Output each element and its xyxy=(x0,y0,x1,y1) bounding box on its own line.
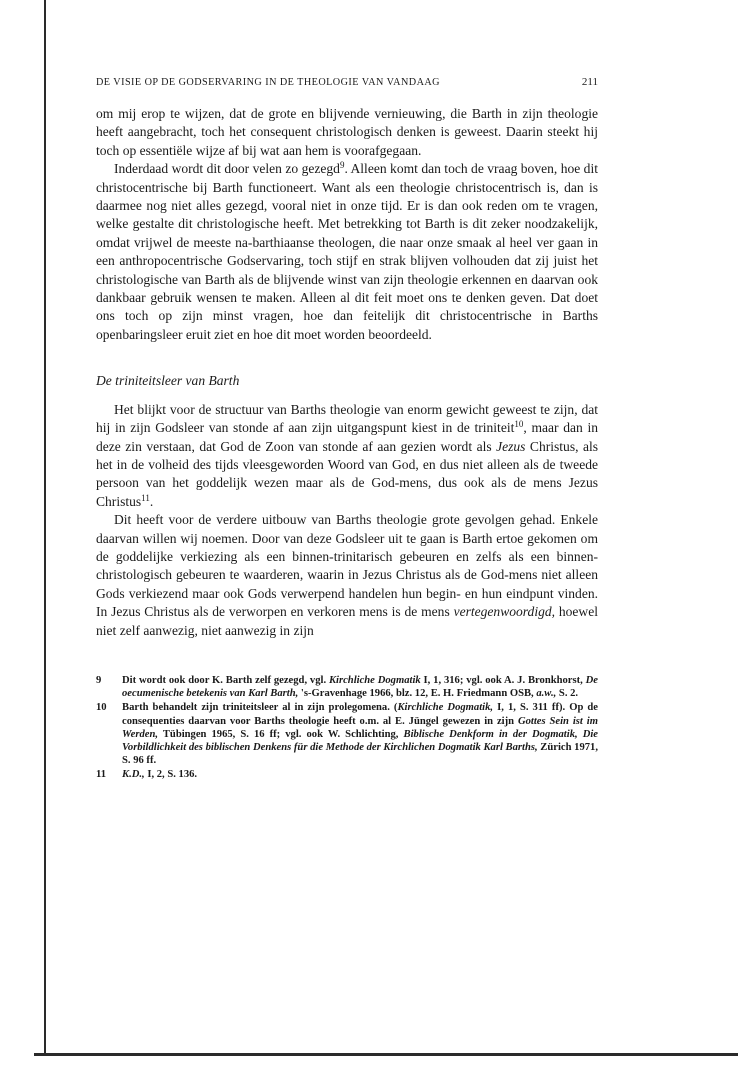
book-page xyxy=(96,76,598,782)
footnote-ref-10: 10 xyxy=(514,419,524,430)
paragraph-3-text-b: , maar dan in deze zin verstaan, dat God de Zoon van stonde af aan gezien wordt als xyxy=(96,420,599,454)
page-edge-left xyxy=(44,0,46,1055)
footnotes xyxy=(96,674,598,782)
footnote-number: 9 xyxy=(96,674,102,686)
footnote-number: 11 xyxy=(96,769,107,781)
paragraph-4 xyxy=(96,511,598,640)
page-header xyxy=(96,76,598,88)
paragraph-2-text-a: Inderdaad wordt dit door velen zo gezegd xyxy=(114,161,340,177)
paragraph-4-italic: vertegenwoordigd, xyxy=(453,604,556,620)
paragraph-4-text-a: Dit heeft voor de verdere uitbouw van Barths theologie grote gevolgen gehad. Enkele daarvan willen wij noemen. Door van deze Godsleer uit te gaan is Barth ertoe gekomen om de goddelijke verkiezing als een binnen-trinitarisch gebeuren en zelfs als een binnen-christologisch gebeuren te waarderen, waarin in Jezus Christus als de God-mens niet alleen Gods verkiezend maar ook Gods verwerpend handelen hun begin- en hun eindpunt vinden. In Jezus Christus als de verworpen en verkoren mens is de mens xyxy=(96,512,598,620)
footnote-number: 10 xyxy=(96,702,107,714)
footnote-9 xyxy=(96,674,598,700)
footnote-text: Barth behandelt zijn triniteitsleer al in zijn prolegomena. (Kirchliche Dogmatik, I, 1, S. 311 ff). Op de consequenties daarvan voor Barths theologie heeft o.m. al E. Jüngel gewezen in zijn Gottes Sein ist im Werden, Tübingen 1965, S. 16 ff; vgl. ook W. Schlichting, Biblische Denkform in der Dogmatik, Die Vorbildlichkeit des biblischen Denkens für die Methode der Kirchlichen Dogmatik Karl Barths, Zürich 1971, S. 96 ff. xyxy=(122,702,599,767)
paragraph-3-text-c: Christus, als het in de volheid des tijds vleesgeworden Woord van God, en dus niet alleen als de tweede persoon van het goddelijk wezen maar als de God-mens, dus ook als de mens Jezus Christus xyxy=(96,438,599,509)
paragraph-3-text-d: . xyxy=(149,493,154,509)
footnote-10 xyxy=(96,701,598,767)
running-title: DE VISIE OP DE GODSERVARING IN DE THEOLOGIE VAN VANDAAG xyxy=(96,77,440,88)
body-text xyxy=(96,105,598,640)
paragraph-3-italic: Jezus xyxy=(496,438,526,454)
footnote-ref-11: 11 xyxy=(141,492,150,503)
footnote-11 xyxy=(96,768,598,781)
paragraph-4-text-b: hoewel niet zelf aanwezig, niet aanwezig in zijn xyxy=(96,604,598,638)
footnote-text: K.D., I, 2, S. 136. xyxy=(122,769,198,781)
footnote-ref-9: 9 xyxy=(339,160,345,171)
section-heading: De triniteitsleer van Barth xyxy=(96,373,240,389)
paragraph-3 xyxy=(96,401,598,511)
page-number: 211 xyxy=(581,76,598,88)
footnote-text: Dit wordt ook door K. Barth zelf gezegd, vgl. Kirchliche Dogmatik I, 1, 316; vgl. ook A. J. Bronkhorst, De oecumenische betekenis van Karl Barth, 's-Gravenhage 1966, blz. 12, E. H. Friedmann OSB, a.w., S. 2. xyxy=(122,674,598,700)
page-edge-bottom xyxy=(34,1053,738,1056)
paragraph-2-text-b: . Alleen komt dan toch de vraag boven, hoe dit christocentrische bij Barth functioneert. Want als een theologie christocentrisch is, dan is daarmee nog niet alles gezegd, vooral niet in onze tijd. Er is dan ook reden om te vragen, welke gestalte dit christologische heeft. Met betrekking tot Barth is dit zeker noodzakelijk, omdat vrijwel de meeste na-barthiaanse theologen, die naar onze smaak al heel ver gaan in een anthropocentrische Godservaring, toch stijf en strak blijven volhouden dat zij juist het christologische van Barth als de blijvende winst van zijn theologie erkennen en daarvan ook dankbaar gebruik wensen te maken. Alleen al dit feit moet ons te denken geven. Dat doet ons toch op zijn minst vragen, hoe dan feitelijk dit christocentrische in Barths openbaringsleer eruit ziet en hoe dit moet worden beoordeeld. xyxy=(96,161,598,342)
paragraph-2 xyxy=(96,160,598,344)
paragraph-3-text-a: Het blijkt voor de structuur van Barths theologie van enorm gewicht geweest te zijn, dat hij in zijn Godsleer van stonde af aan zijn uitgangspunt kiest in de triniteit xyxy=(96,401,598,436)
paragraph-1: om mij erop te wijzen, dat de grote en blijvende vernieuwing, die Barth in zijn theologie heeft aangebracht, toch het consequent christologisch denken is geweest. Daarin steekt hij toch op essentiële wijze af bij wat aan hem is voorafgegaan. xyxy=(96,106,598,158)
